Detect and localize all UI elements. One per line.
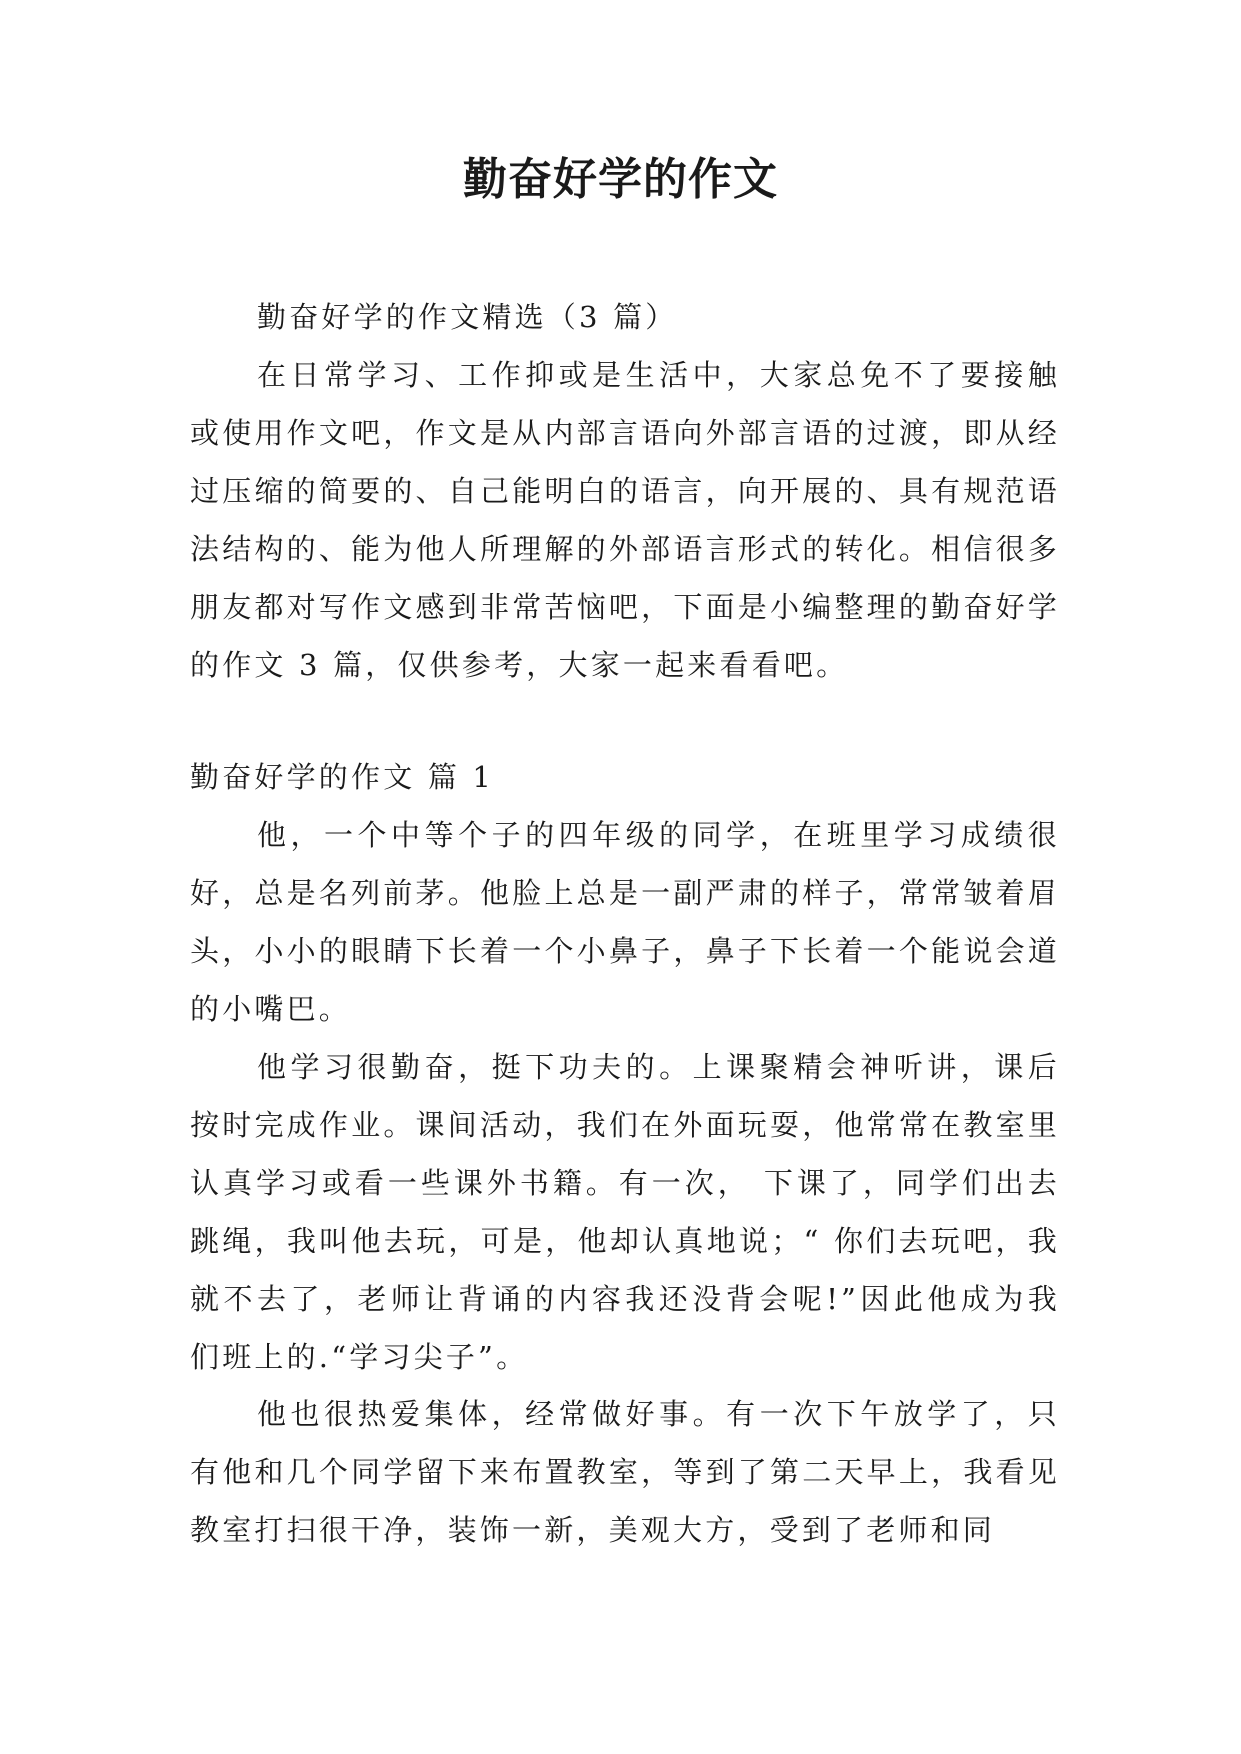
body-paragraph-3: 他也很热爱集体，经常做好事。有一次下午放学了，只有他和几个同学留下来布置教室，等到了第二天早上，我看见教室打扫很干净，装饰一新，美观大方，受到了老师和同 bbox=[190, 1397, 1060, 1547]
section-heading: 勤奋好学的作文 篇 1 bbox=[190, 760, 495, 794]
document-subtitle: 勤奋好学的作文精选（3 篇） bbox=[257, 300, 678, 334]
body-paragraph-1: 他，一个中等个子的四年级的同学，在班里学习成绩很好，总是名列前茅。他脸上总是一副严肃的样子，常常皱着眉头，小小的眼睛下长着一个小鼻子，鼻子下长着一个能说会道的小嘴巴。 bbox=[190, 818, 1060, 1026]
page-title: 勤奋好学的作文 bbox=[463, 154, 778, 205]
intro-paragraph: 在日常学习、工作抑或是生活中，大家总免不了要接触或使用作文吧，作文是从内部言语向外部言语的过渡，即从经过压缩的简要的、自己能明白的语言，向开展的、具有规范语法结构的、能为他人所理解的外部语言形式的转化。相信很多朋友都对写作文感到非常苦恼吧，下面是小编整理的勤奋好学的作文 3 篇，仅供参考，大家一起来看看吧。 bbox=[190, 358, 1060, 682]
body-paragraph-2: 他学习很勤奋，挺下功夫的。上课聚精会神听讲，课后按时完成作业。课间活动，我们在外面玩耍，他常常在教室里认真学习或看一些课外书籍。有一次， 下课了，同学们出去跳绳，我叫他去玩，可是，他却认真地说；“ 你们去玩吧，我就不去了，老师让背诵的内容我还没背会呢!”因此他成为我们班上的.“学习尖子”。 bbox=[190, 1050, 1060, 1374]
